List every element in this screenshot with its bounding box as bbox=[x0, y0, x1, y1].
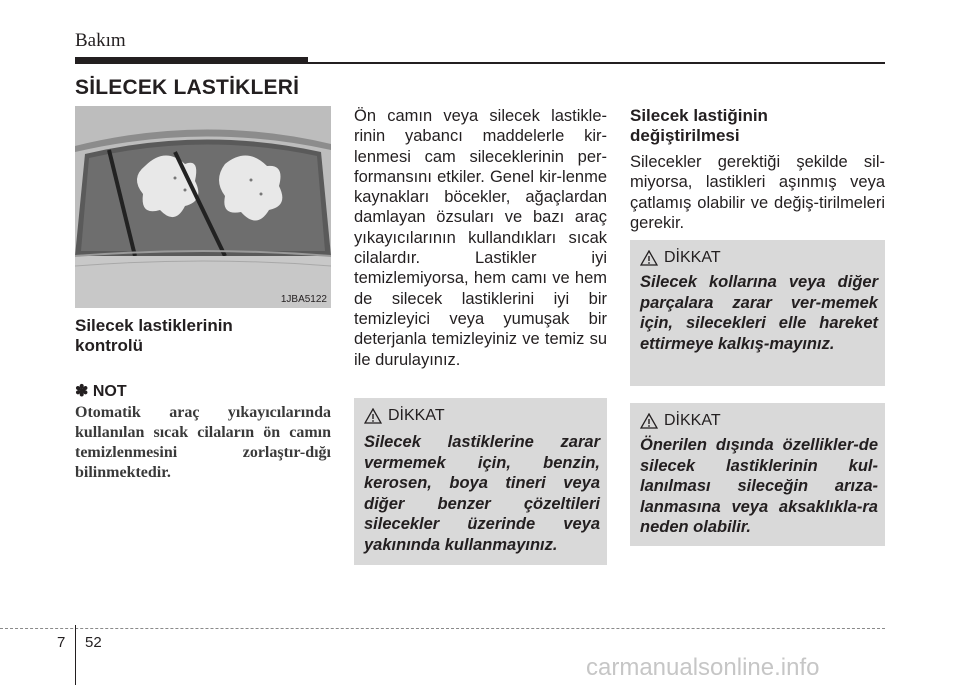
caution-text: Silecek kollarına veya diğer parçalara zarar ver-memek için, silecekleri elle hareket ettirmeye kalkış-mayınız. bbox=[640, 273, 878, 353]
replacement-subheading-line1: Silecek lastiğinin bbox=[630, 106, 768, 125]
inspection-subheading-line2: kontrolü bbox=[75, 336, 143, 355]
caution-title bbox=[640, 412, 721, 430]
caution-box-arms bbox=[630, 240, 885, 386]
chapter-number: 7 bbox=[57, 634, 66, 651]
inspection-subheading-line1: Silecek lastiklerinin bbox=[75, 316, 233, 335]
section-label: Bakım bbox=[75, 30, 126, 51]
note-title: ✽ NOT bbox=[75, 383, 127, 400]
watermark: carmanualsonline.info bbox=[586, 654, 820, 681]
replacement-paragraph: Silecekler gerektiği şekilde sil-miyorsa, lastikleri aşınmış veya çatlamış olabilir ve değiş-tirilmeleri gerekir. bbox=[630, 153, 885, 232]
caution-box-solvents bbox=[354, 398, 607, 565]
footer-divider bbox=[0, 628, 885, 629]
footer-separator bbox=[75, 625, 76, 685]
warning-triangle-icon bbox=[364, 408, 382, 424]
replacement-subheading bbox=[630, 106, 885, 146]
header-rule-accent bbox=[75, 57, 308, 64]
caution-title-text: DİKKAT bbox=[664, 412, 721, 429]
note-text: Otomatik araç yıkayıcılarında kullanılan sıcak cilaların ön camın temizlenmesini zorlaştır-dığı bilinmektedir. bbox=[75, 404, 331, 481]
cleaning-paragraph: Ön camın veya silecek lastikle-rinin yabancı maddelerle kir-lenmesi cam sileceklerinin per-formansını etkiler. Genel kir-lenme kaynakları böcekler, ağaçlardan damlayan özsuları ve bazı araç yıkayıcılarının kullandıkları sıcak cilalardır. Lastikler iyi temizlemiyorsa, hem camı ve hem de silecek lastiklerini iyi bir temizleyici veya yumuşak bir deterjanla temizleyiniz ve temiz su ile durulayınız. bbox=[354, 107, 607, 369]
caution-text: Önerilen dışında özellikler-de silecek lastiklerinin kul-lanılması sileceğin arıza-lanmasına veya aksaklıkla-ra neden olabilir. bbox=[640, 436, 878, 536]
caution-title bbox=[364, 407, 445, 425]
page-title: SİLECEK LASTİKLERİ bbox=[75, 76, 300, 99]
replacement-subheading-line2: değiştirilmesi bbox=[630, 126, 740, 145]
warning-triangle-icon bbox=[640, 250, 658, 266]
caution-text: Silecek lastiklerine zarar vermemek için, benzin, kerosen, boya tineri veya diğer benzer çözeltileri silecekler üzerinde veya yakınında kullanmayınız. bbox=[364, 433, 600, 554]
page-number: 52 bbox=[85, 634, 102, 651]
windshield-illustration bbox=[75, 106, 331, 308]
caution-title bbox=[640, 249, 721, 267]
windshield-wiper-drawing bbox=[75, 106, 331, 308]
inspection-subheading bbox=[75, 316, 331, 356]
warning-triangle-icon bbox=[640, 413, 658, 429]
caution-title-text: DİKKAT bbox=[664, 249, 721, 266]
caution-title-text: DİKKAT bbox=[388, 407, 445, 424]
caution-box-specifications bbox=[630, 403, 885, 546]
figure-code: 1JBA5122 bbox=[280, 294, 327, 305]
